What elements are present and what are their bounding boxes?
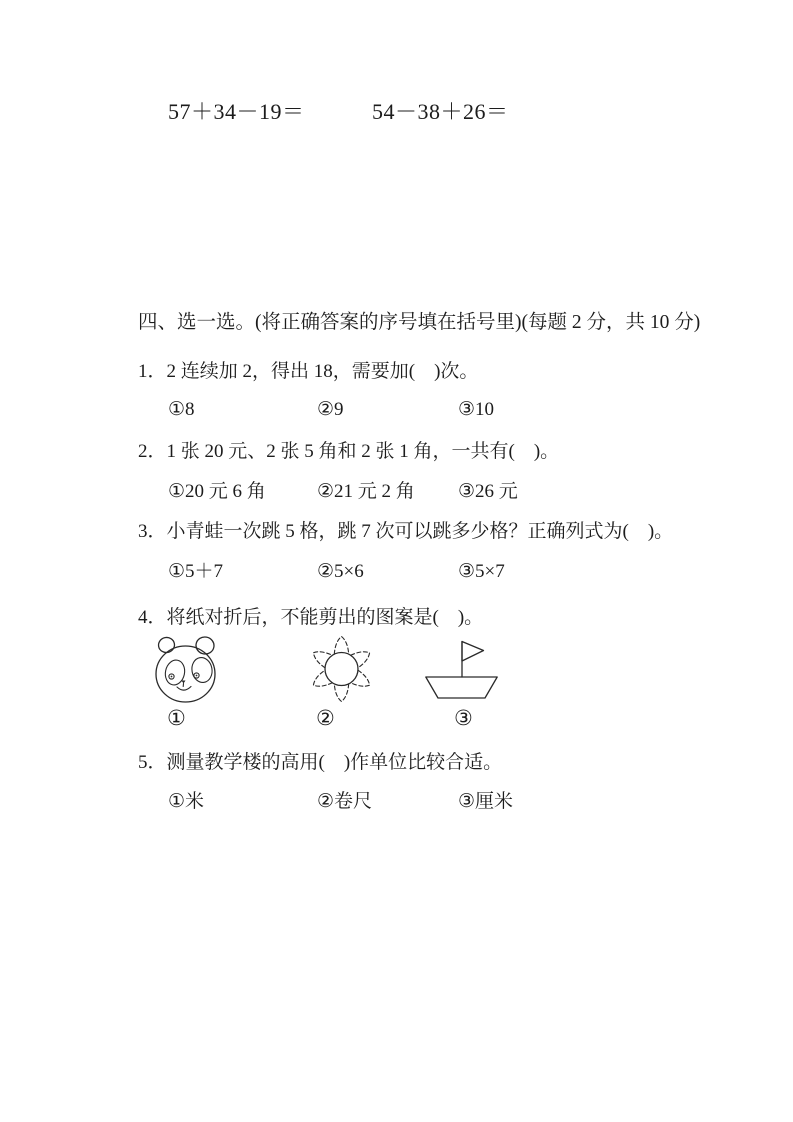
question-2-text: 1 张 20 元、2 张 5 角和 2 张 1 角，一共有( )。	[166, 441, 560, 462]
question-3	[138, 521, 673, 543]
question-3-number: 3．	[138, 521, 167, 542]
question-4	[138, 607, 483, 629]
question-3-option-1: ①5＋7	[168, 561, 224, 582]
question-1-option-2: ②9	[317, 399, 344, 420]
question-5	[138, 752, 502, 774]
question-1	[138, 361, 478, 383]
question-4-text: 将纸对折后，不能剪出的图案是( )。	[166, 607, 484, 628]
question-1-number: 1．	[138, 361, 167, 382]
question-3-option-3: ③5×7	[458, 561, 505, 582]
question-5-options	[168, 791, 513, 813]
question-5-option-3: ③厘米	[458, 791, 514, 812]
figure-sun-flower-label: ②	[316, 706, 335, 730]
figure-sun-flower	[310, 635, 373, 703]
question-3-text: 小青蛙一次跳 5 格，跳 7 次可以跳多少格？正确列式为( )。	[166, 521, 674, 542]
section-title: 四、选一选。(将正确答案的序号填在括号里)(每题 2 分，共 10 分)	[138, 312, 701, 333]
question-3-options	[168, 561, 505, 583]
question-5-text: 测量教学楼的高用( )作单位比较合适。	[166, 752, 503, 773]
question-2-option-3: ③26 元	[458, 481, 518, 502]
figure-panda-label: ①	[167, 706, 186, 730]
question-2-options	[168, 481, 518, 503]
question-4-number: 4．	[138, 607, 167, 628]
question-1-text: 2 连续加 2，得出 18，需要加( )次。	[166, 361, 479, 382]
figure-boat	[425, 640, 498, 700]
question-1-options	[168, 399, 494, 421]
question-2-option-2: ②21 元 2 角	[317, 481, 415, 502]
question-2	[138, 441, 559, 463]
question-2-option-1: ①20 元 6 角	[168, 481, 266, 502]
question-3-option-2: ②5×6	[317, 561, 364, 582]
expression-2: 54－38＋26＝	[372, 99, 509, 124]
figure-boat-label: ③	[454, 706, 473, 730]
sun-flower-icon	[310, 635, 373, 703]
figure-panda	[153, 636, 218, 703]
panda-face-icon	[153, 636, 218, 703]
boat-flag-icon	[425, 640, 498, 700]
question-5-option-1: ①米	[168, 791, 205, 812]
question-5-option-2: ②卷尺	[317, 791, 373, 812]
question-1-option-3: ③10	[458, 399, 495, 420]
question-1-option-1: ①8	[168, 399, 195, 420]
question-2-number: 2．	[138, 441, 167, 462]
expression-1: 57＋34－19＝	[168, 99, 305, 124]
question-5-number: 5．	[138, 752, 167, 773]
